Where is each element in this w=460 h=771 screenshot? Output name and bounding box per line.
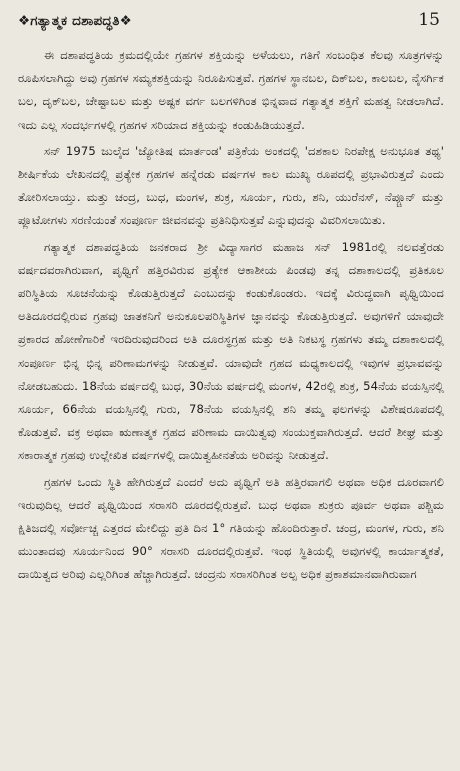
page-body: [18, 44, 444, 587]
paragraph-2: ಸನ್ 1975 ಜುಲೈದ 'ಜ್ಯೋತಿಷ ಮಾರ್ತಂಡ' ಪತ್ರಿಕೆಯ ಅಂಕದಲ್ಲಿ 'ದಶಕಾಲ ನಿರಪೇಕ್ಷ ಅನುಭೂತ ತಥ್ಯ' ಶೀರ್ಷಿಕೆಯ ಲೇಖನದಲ್ಲಿ ಪ್ರತ್ಯೇಕ ಗ್ರಹಗಳ ಹನ್ನೆರಡು ವರ್ಷಗಳ ಕಾಲ ಮುಖ್ಯ ರೂಪದಲ್ಲಿ ಪ್ರಭಾವಿರುತ್ತದೆ ಎಂದು ತೋರಿಸಲಾಯ್ತು. ಮತ್ತು ಚಂದ್ರ, ಬುಧ, ಮಂಗಳ, ಶುಕ್ರ, ಸೂರ್ಯ, ಗುರು, ಶನಿ, ಯುರೆನಸ್, ನೆಪ್ಚೂನ್ ಮತ್ತು ಪ್ಲೂಟೋಗಳು ಸರಣಿಯಂತೆ ಸಂಪೂರ್ಣ ಜೀವನವನ್ನು ಪ್ರತಿನಿಧಿಸುತ್ತವೆ ಎನ್ನುವುದನ್ನು ವಿವರಿಸಲಾಯಿತು.: [18, 143, 444, 228]
paragraph-1: ಈ ದಶಾಪದ್ಧತಿಯ ಕ್ರಮದಲ್ಲಿಯೇ ಗ್ರಹಗಳ ಶಕ್ತಿಯನ್ನು ಅಳೆಯಲು, ಗತಿಗೆ ಸಂಬಂಧಿತ ಕೆಲವು ಸೂತ್ರಗಳನ್ನು ರೂಪಿಸಲಾಗಿದ್ದು ಅವು ಗ್ರಹಗಳ ಸಮ್ಯಕಶಕ್ತಿಯನ್ನು ನಿರೂಪಿಸುತ್ತವೆ. ಗ್ರಹಗಳ ಸ್ಥಾನಬಲ, ದಿಕ್‌ಬಲ, ಕಾಲಬಲ, ನೈಸರ್ಗಿಕ ಬಲ, ದೃಕ್‌ಬಲ, ಚೇಷ್ಟಾಬಲ ಮತ್ತು ಅಷ್ಟಕ ವರ್ಗ ಬಲಗಳಿಗಿಂತ ಭಿನ್ನವಾದ ಗತ್ಯಾತ್ಮಕ ಶಕ್ತಿಗೆ ಮಹತ್ವ ನೀಡಲಾಗಿದೆ. ಇದು ಎಲ್ಲ ಸಂದರ್ಭಗಳಲ್ಲಿ ಗ್ರಹಗಳ ಸರಿಯಾದ ಶಕ್ತಿಯನ್ನು ಕಂಡುಹಿಡಿಯುತ್ತದೆ.: [18, 48, 444, 132]
paragraph-4: ಗ್ರಹಗಳ ಒಂದು ಸ್ಥಿತಿ ಹೇಗಿರುತ್ತದೆ ಎಂದರೆ ಅದು ಪೃಥ್ವಿಗೆ ಅತಿ ಹತ್ತಿರವಾಗಲಿ ಅಥವಾ ಅಧಿಕ ದೂರವಾಗಲಿ ಇರುವುದಿಲ್ಲ ಆದರೆ ಪೃಥ್ವಿಯಿಂದ ಸರಾಸರಿ ದೂರದಲ್ಲಿರುತ್ತವೆ. ಬುಧ ಅಥವಾ ಶುಕ್ರರು ಪೂರ್ವ ಅಥವಾ ಪಶ್ಚಿಮ ಕ್ಷಿತಿಜದಲ್ಲಿ ಸರ್ವೋಚ್ಚ ಎತ್ತರದ ಮೇಲಿದ್ದು ಪ್ರತಿ ದಿನ 1° ಗತಿಯನ್ನು ಹೊಂದಿರುತ್ತಾರೆ. ಚಂದ್ರ, ಮಂಗಳ, ಗುರು, ಶನಿ ಮುಂತಾದವು ಸೂರ್ಯನಿಂದ 90° ಸರಾಸರಿ ದೂರದಲ್ಲಿರುತ್ತವೆ. ಇಂಥ ಸ್ಥಿತಿಯಲ್ಲಿ ಅವುಗಳಲ್ಲಿ ಕಾರ್ಯಾತ್ಮಕತೆ, ದಾಯಿತ್ವದ ಅರಿವು ಎಲ್ಲರಿಗಿಂತ ಹೆಚ್ಚಾಗಿರುತ್ತದೆ. ಚಂದ್ರನು ಸರಾಸರಿಗಿಂತ ಅಲ್ಪ ಅಧಿಕ ಪ್ರಕಾಶಮಾನವಾಗಿರುವಾಗ: [18, 474, 444, 582]
running-head: ❖ಗತ್ಯಾತ್ಮಕ ದಶಾಪದ್ಧತಿ❖: [18, 13, 132, 29]
page-header: [18, 10, 444, 40]
page-number: 15: [418, 10, 440, 30]
paragraph-3: ಗತ್ಯಾತ್ಮಕ ದಶಾಪದ್ಧತಿಯ ಜನಕರಾದ ಶ್ರೀ ವಿದ್ಯಾಸಾಗರ ಮಹಾಜ ಸನ್ 1981ರಲ್ಲಿ ನಲವತ್ತೆರಡು ವರ್ಷದವರಾಗಿರುವಾಗ, ಪೃಥ್ವಿಗೆ ಹತ್ತಿರವಿರುವ ಪ್ರತ್ಯೇಕ ಆಕಾಶೀಯ ಪಿಂಡವು ತನ್ನ ದಶಾಕಾಲದಲ್ಲಿ ಪ್ರತಿಕೂಲ ಪರಿಸ್ಥಿತಿಯ ಸೂಚನೆಯನ್ನು ಕೊಡುತ್ತಿರುತ್ತದೆ ಎಂಬುದನ್ನು ಕಂಡುಕೊಂಡರು. ಇದಕ್ಕೆ ವಿರುದ್ಧವಾಗಿ ಪೃಥ್ವಿಯಿಂದ ಅತಿದೂರದಲ್ಲಿರುವ ಗ್ರಹವು ಜಾತಕನಿಗೆ ಅನುಕೂಲಪರಿಸ್ಥಿತಿಗಳ ಜ್ಞಾನವನ್ನು ಕೊಡುತ್ತಿರುತ್ತದೆ. ಅವುಗಳಿಗೆ ಯಾವುದೇ ಪ್ರಕಾರದ ಹೋಣೆಗಾರಿಕೆ ಇರದಿರುವುದರಿಂದ ಅತಿ ದೂರಸ್ಥಗ್ರಹ ಮತ್ತು ಅತಿ ನಿಕಟಸ್ಥ ಗ್ರಹಗಳು ತಮ್ಮ ದಶಾಕಾಲದಲ್ಲಿ ಸಂಪೂರ್ಣ ಭಿನ್ನ ಭಿನ್ನ ಪರಿಣಾಮಗಳನ್ನು ನೀಡುತ್ತವೆ. ಯಾವುದೇ ಗ್ರಹದ ಮಧ್ಯಕಾಲದಲ್ಲಿ ಇವುಗಳ ಪ್ರಭಾವವನ್ನು ನೋಡಬಹುದು. 18ನೆಯ ವರ್ಷದಲ್ಲಿ ಬುಧ, 30ನೆಯ ವರ್ಷದಲ್ಲಿ ಮಂಗಳ, 42ರಲ್ಲಿ ಶುಕ್ರ, 54ನೆಯ ವಯಸ್ಸಿನಲ್ಲಿ ಸೂರ್ಯ, 66ನೆಯ ವಯಸ್ಸಿನಲ್ಲಿ ಗುರು, 78ನೆಯ ವಯಸ್ಸಿನಲ್ಲಿ ಶನಿ ತಮ್ಮ ಫಲಗಳನ್ನು ವಿಶೇಷರೂಪದಲ್ಲಿ ಕೊಡುತ್ತವೆ. ವಕ್ರ ಅಥವಾ ಋಣಾತ್ಮಕ ಗ್ರಹದ ಪರಿಣಾಮ ದಾಯಿತ್ವವು ಸಂಯುಕ್ತವಾಗಿರುತ್ತದೆ. ಆದರೆ ಶೀಘ್ರ ಮತ್ತು ಸಕಾರಾತ್ಮಕ ಗ್ರಹವು ಉಲ್ಲೇಖಿತ ವರ್ಷಗಳಲ್ಲಿ ದಾಯಿತ್ವಹೀನತೆಯ ಅರಿವನ್ನು ನೀಡುತ್ತದೆ.: [18, 239, 444, 463]
